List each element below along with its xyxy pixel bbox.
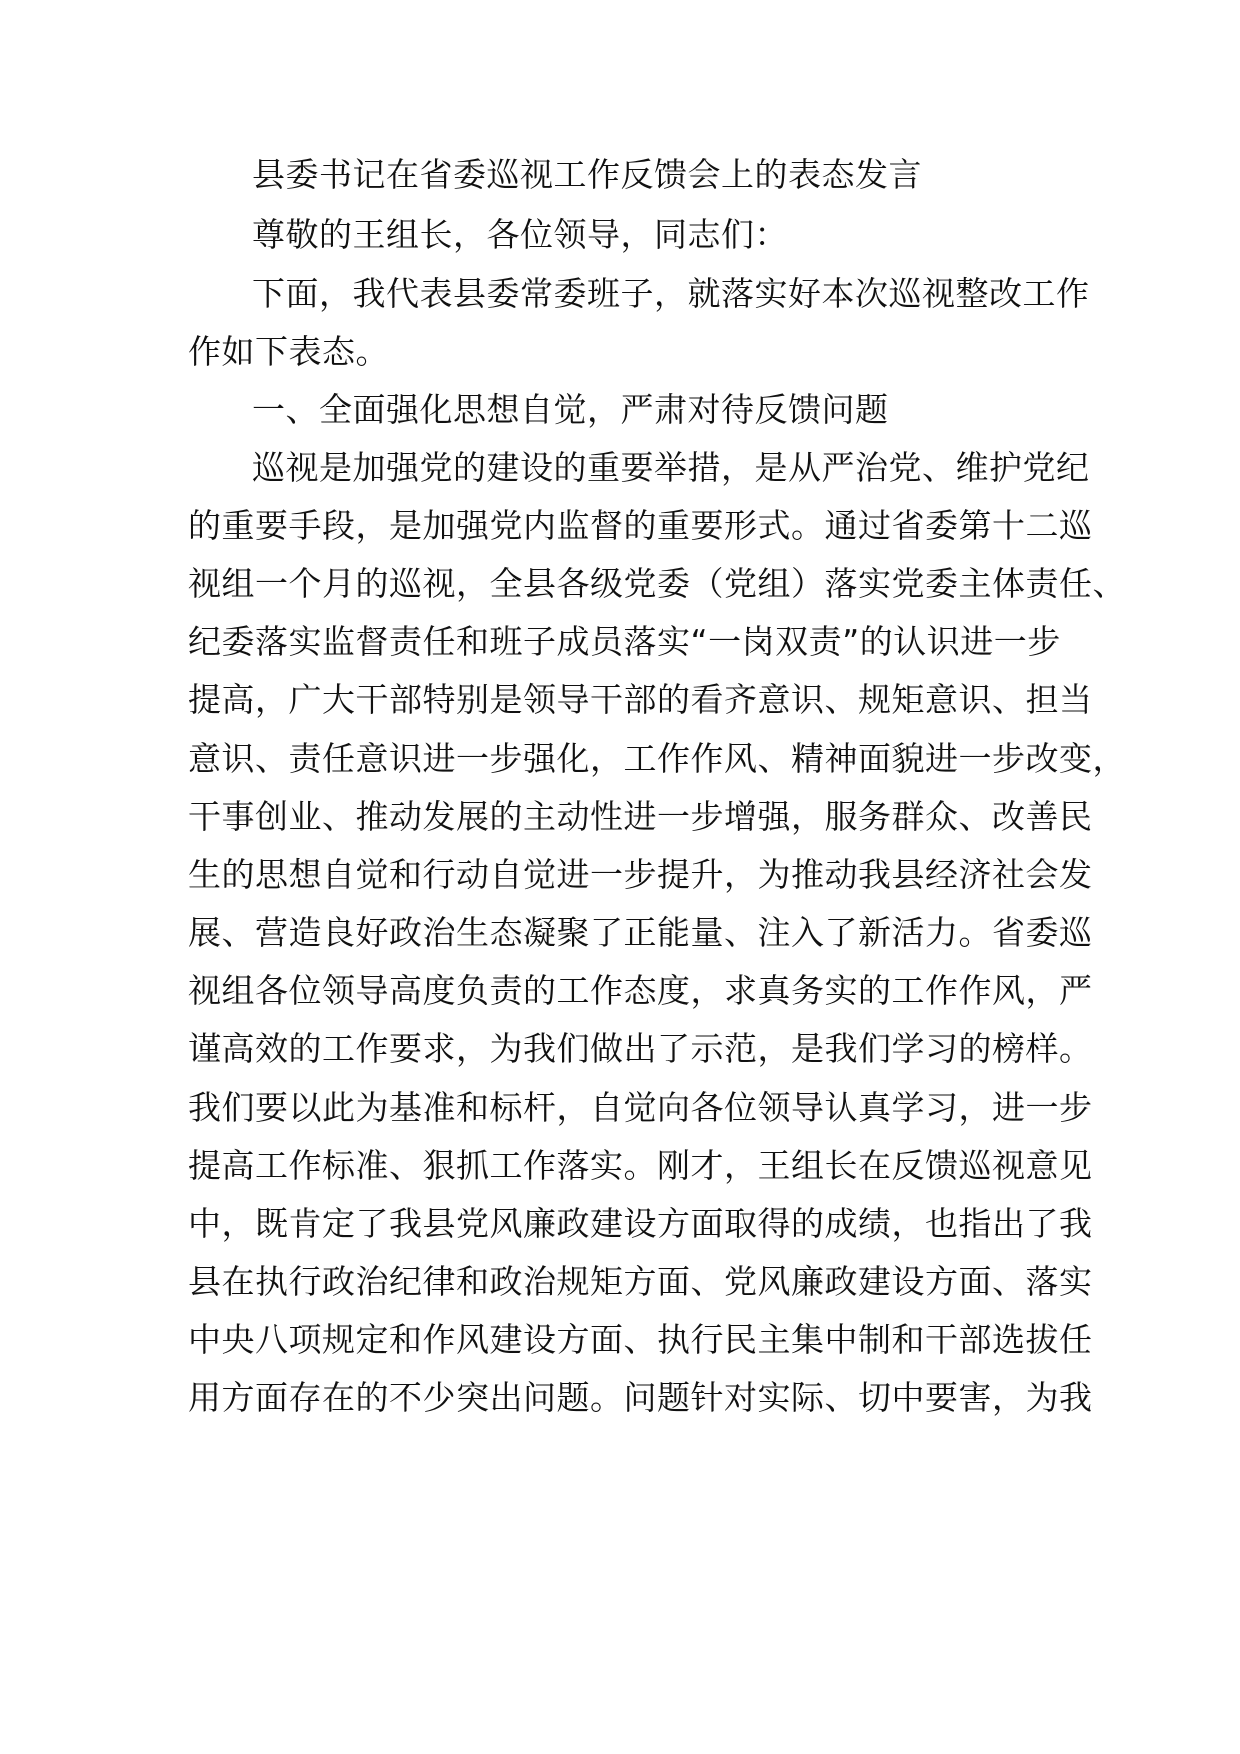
body-line: 县在执行政治纪律和政治规矩方面、党风廉政建设方面、落实 (188, 1262, 1093, 1301)
body-line: 我们要以此为基准和标杆，自觉向各位领导认真学习，进一步 (188, 1088, 1093, 1127)
body-line: 提高工作标准、狠抓工作落实。刚才，王组长在反馈巡视意见 (188, 1146, 1093, 1185)
body-line: 中央八项规定和作风建设方面、执行民主集中制和干部选拔任 (188, 1320, 1093, 1359)
intro-line: 下面，我代表县委常委班子，就落实好本次巡视整改工作 (252, 274, 1090, 313)
body-line: 用方面存在的不少突出问题。问题针对实际、切中要害，为我 (188, 1378, 1093, 1417)
body-line: 展、营造良好政治生态凝聚了正能量、注入了新活力。省委巡 (188, 913, 1093, 952)
document-title: 县委书记在省委巡视工作反馈会上的表态发言 (252, 155, 922, 194)
body-line: 谨高效的工作要求，为我们做出了示范，是我们学习的榜样。 (188, 1029, 1093, 1068)
salutation: 尊敬的王组长，各位领导，同志们： (252, 215, 788, 254)
section-heading: 一、全面强化思想自觉，严肃对待反馈问题 (252, 390, 889, 429)
body-line: 提高，广大干部特别是领导干部的看齐意识、规矩意识、担当 (188, 680, 1093, 719)
body-line: 视组一个月的巡视，全县各级党委（党组）落实党委主体责任、 (188, 564, 1126, 603)
body-line: 视组各位领导高度负责的工作态度，求真务实的工作作风，严 (188, 971, 1093, 1010)
body-line: 干事创业、推动发展的主动性进一步增强，服务群众、改善民 (188, 797, 1093, 836)
body-line: 纪委落实监督责任和班子成员落实“一岗双责”的认识进一步 (188, 622, 1061, 661)
body-line: 生的思想自觉和行动自觉进一步提升，为推动我县经济社会发 (188, 855, 1093, 894)
body-line: 中，既肯定了我县党风廉政建设方面取得的成绩，也指出了我 (188, 1204, 1093, 1243)
body-line: 巡视是加强党的建设的重要举措，是从严治党、维护党纪 (252, 448, 1090, 487)
body-line: 的重要手段，是加强党内监督的重要形式。通过省委第十二巡 (188, 506, 1093, 545)
intro-line: 作如下表态。 (188, 332, 389, 371)
body-line: 意识、责任意识进一步强化，工作作风、精神面貌进一步改变， (188, 739, 1126, 778)
